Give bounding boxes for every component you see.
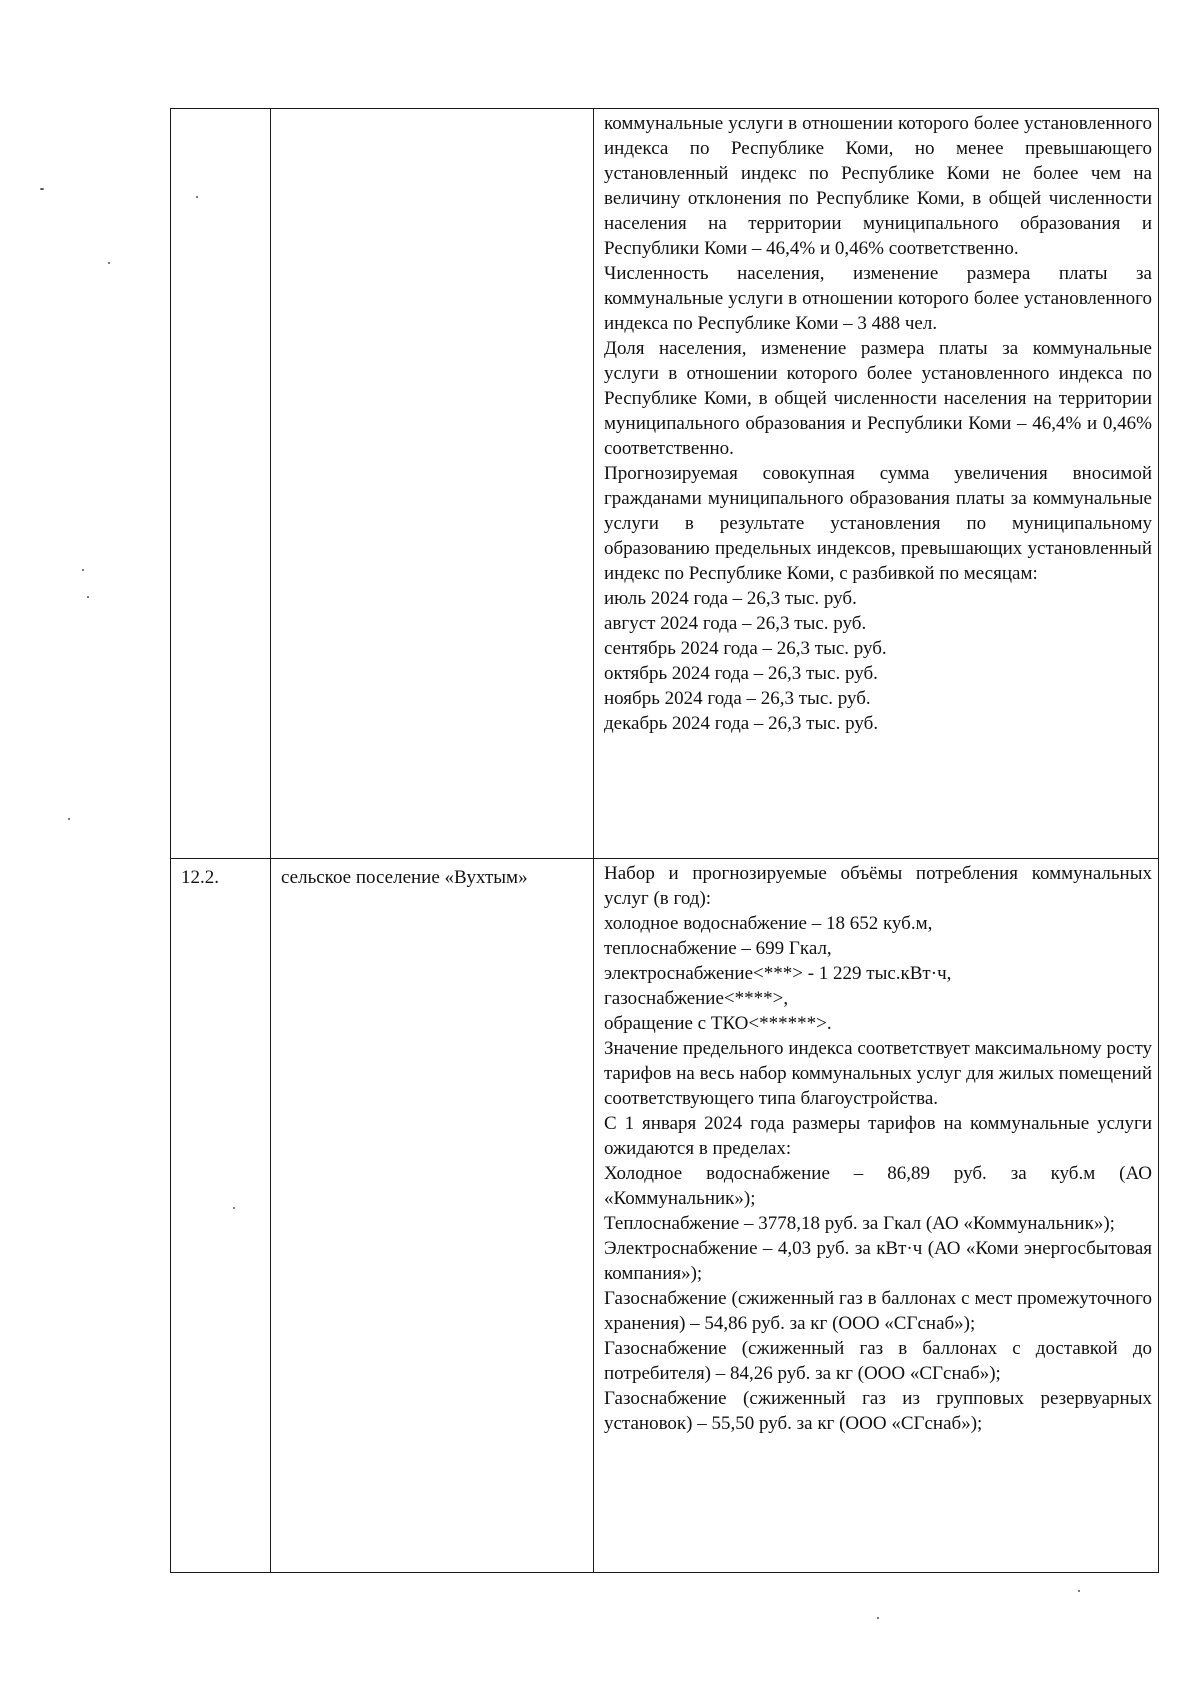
- paragraph: Численность населения, изменение размера платы за коммунальные услуги в отношении которого более установленного индекса по Республике Коми – 3 488 чел.: [604, 263, 1152, 334]
- tariff-item: Газоснабжение (сжиженный газ из групповых резервуарных установок) – 55,50 руб. за кг (ООО «СГснаб»);: [604, 1388, 1152, 1434]
- scan-speck: [68, 818, 70, 820]
- municipality-name: [271, 109, 594, 859]
- paragraph: С 1 января 2024 года размеры тарифов на коммунальные услуги ожидаются в пределах:: [604, 1113, 1152, 1159]
- consumption-line: теплоснабжение – 699 Гкал,: [604, 938, 832, 959]
- monthly-amount: июль 2024 года – 26,3 тыс. руб.: [604, 588, 857, 609]
- paragraph: Значение предельного индекса соответствует максимальному росту тарифов на весь набор коммунальных услуг для жилых помещений соответствующего типа благоустройства.: [604, 1038, 1152, 1109]
- tariff-item: Теплоснабжение – 3778,18 руб. за Гкал (АО «Коммунальник»);: [604, 1213, 1115, 1234]
- municipality-name: сельское поселение «Вухтым»: [271, 859, 594, 1573]
- row-description: [594, 859, 1159, 1573]
- table-row: [171, 859, 1159, 1573]
- tariff-item: Газоснабжение (сжиженный газ в баллонах с доставкой до потребителя) – 84,26 руб. за кг (ООО «СГснаб»);: [604, 1338, 1152, 1384]
- scan-speck: [87, 596, 89, 598]
- scan-speck: [877, 1617, 879, 1619]
- tariff-item: Электроснабжение – 4,03 руб. за кВт·ч (АО «Коми энергосбытовая компания»);: [604, 1238, 1152, 1284]
- monthly-amount: сентябрь 2024 года – 26,3 тыс. руб.: [604, 638, 887, 659]
- scan-speck: [1078, 1590, 1080, 1592]
- monthly-amount: декабрь 2024 года – 26,3 тыс. руб.: [604, 713, 879, 734]
- monthly-amount: август 2024 года – 26,3 тыс. руб.: [604, 613, 867, 634]
- scan-speck: [40, 188, 44, 190]
- monthly-amount: ноябрь 2024 года – 26,3 тыс. руб.: [604, 688, 871, 709]
- tariff-table: [170, 108, 1159, 1573]
- scan-speck: [108, 262, 110, 264]
- row-number: [171, 109, 271, 859]
- paragraph: коммунальные услуги в отношении которого более установленного индекса по Республике Коми, но менее превышающего установленный индекс по Республике Коми не более чем на величину отклонения по Республике Коми, в общей численности населения на территории муниципального образования и Республики Коми – 46,4% и 0,46% соответственно.: [604, 113, 1152, 259]
- paragraph: Набор и прогнозируемые объёмы потребления коммунальных услуг (в год):: [604, 863, 1152, 909]
- consumption-line: обращение с ТКО<******>.: [604, 1013, 832, 1034]
- scan-speck: [82, 569, 84, 571]
- table-row: [171, 109, 1159, 859]
- consumption-line: электроснабжение<***> - 1 229 тыс.кВт·ч,: [604, 963, 952, 984]
- scan-speck: [196, 196, 198, 198]
- paragraph: Доля населения, изменение размера платы за коммунальные услуги в отношении которого более установленного индекса по Республике Коми, в общей численности населения на территории муниципального образования и Республики Коми – 46,4% и 0,46% соответственно.: [604, 338, 1152, 459]
- tariff-item: Газоснабжение (сжиженный газ в баллонах с мест промежуточного хранения) – 54,86 руб. за кг (ООО «СГснаб»);: [604, 1288, 1152, 1334]
- row-description: [594, 109, 1159, 859]
- consumption-line: холодное водоснабжение – 18 652 куб.м,: [604, 913, 933, 934]
- paragraph: Прогнозируемая совокупная сумма увеличения вносимой гражданами муниципального образования платы за коммунальные услуги в результате установления по муниципальному образованию предельных индексов, превышающих установленный индекс по Республике Коми, с разбивкой по месяцам:: [604, 463, 1152, 584]
- scan-speck: [233, 1207, 235, 1209]
- row-number: 12.2.: [171, 859, 271, 1573]
- consumption-line: газоснабжение<****>,: [604, 988, 789, 1009]
- monthly-amount: октябрь 2024 года – 26,3 тыс. руб.: [604, 663, 878, 684]
- tariff-item: Холодное водоснабжение – 86,89 руб. за куб.м (АО «Коммунальник»);: [604, 1163, 1152, 1209]
